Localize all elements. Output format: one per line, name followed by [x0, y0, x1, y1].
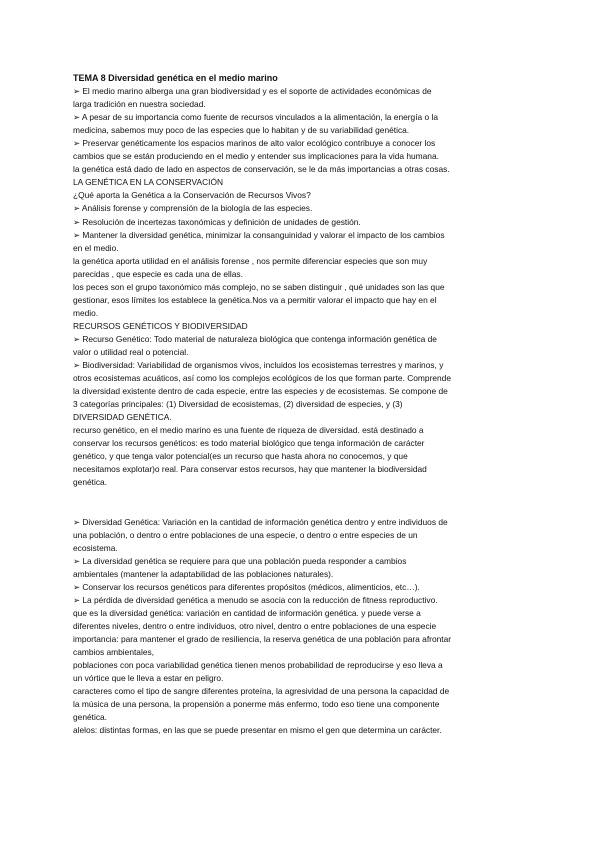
text-line: alelos: distintas formas, en las que se puede presentar en mismo el gen que determina un carácter.: [73, 725, 442, 736]
document-page: [73, 72, 521, 737]
text-line: ➢ Preservar genéticamente los espacios marinos de alto valor ecológico contribuye a conocer los: [73, 138, 436, 149]
text-line: ➢ Mantener la diversidad genética, minimizar la consanguinidad y valorar el impacto de los cambios: [73, 229, 445, 240]
text-line: ➢ Biodiversidad: Variabilidad de organismos vivos, incluidos los ecosistemas terrestres y marinos, y: [73, 360, 444, 371]
text-line: un vórtice que le lleva a estar en peligro.: [73, 673, 224, 684]
text-line: ➢ A pesar de su importancia como fuente de recursos vinculados a la alimentación, la energía o la: [73, 112, 439, 123]
text-block-1: [73, 85, 521, 489]
text-line: medicina, sabemos muy poco de las especies que lo habitan y de su variabilidad genética.: [73, 125, 410, 136]
text-line: genético, y que tenga valor potencial(es un recurso que hasta ahora no conocemos, y que: [73, 451, 408, 462]
text-line: larga tradición en nuestra sociedad.: [73, 99, 206, 110]
text-line: en el medio.: [73, 242, 119, 253]
text-line: los peces son el grupo taxonómico más complejo, no se saben distinguir , qué unidades son las que: [73, 281, 445, 292]
text-line: importancia: para mantener el grado de resiliencia, la reserva genética de una población para afrontar: [73, 633, 452, 644]
paragraph-gap: [73, 490, 521, 516]
text-line: ¿Qué aporta la Genética a la Conservación de Recursos Vivos?: [73, 190, 311, 201]
text-line: la música de una persona, la propensión a ponerme más enfermo, todo eso tiene una componente: [73, 699, 440, 710]
text-line: medio.: [73, 307, 99, 318]
text-line: ambientales (mantener la adaptabilidad de las poblaciones naturales).: [73, 568, 334, 579]
text-line: ➢ Recurso Genético: Todo material de naturaleza biológica que contenga información genética de: [73, 333, 437, 344]
text-line: LA GENÉTICA EN LA CONSERVACIÓN: [73, 177, 224, 188]
text-line: ➢ El medio marino alberga una gran biodiversidad y es el soporte de actividades económicas de: [73, 86, 432, 97]
text-line: la genética está dado de lado en aspectos de conservación, se le da más importancias a otras cosas.: [73, 164, 450, 175]
text-line: ➢ Resolución de incertezas taxonómicas y definición de unidades de gestión.: [73, 216, 361, 227]
text-line: necesitamos explotar)o real. Para conservar estos recursos, hay que mantener la biodiversidad: [73, 464, 427, 475]
text-line: una población, o dentro o entre poblaciones de una especie, o dentro o entre especies de un: [73, 529, 418, 540]
text-line: ➢ La pérdida de diversidad genética a menudo se asocia con la reducción de fitness reproductivo.: [73, 594, 438, 605]
text-line: RECURSOS GENÉTICOS Y BIODIVERSIDAD: [73, 320, 248, 331]
text-line: gestionar, esos límites los establece la genética.Nos va a permitir valorar el impacto que hay en el: [73, 294, 437, 305]
text-line: genética.: [73, 712, 107, 723]
text-line: cambios que se están produciendo en el medio y entender sus implicaciones para la vida humana.: [73, 151, 439, 162]
text-block-2: [73, 516, 521, 738]
text-line: 3 categorías principales: (1) Diversidad de ecosistemas, (2) diversidad de especies, y (3): [73, 399, 403, 410]
text-line: que es la diversidad genética: variación en cantidad de información genética. y puede verse a: [73, 607, 421, 618]
text-line: la genética aporta utilidad en el análisis forense , nos permite diferenciar especies que son muy: [73, 255, 428, 266]
text-line: caracteres como el tipo de sangre diferentes proteína, la agresividad de una persona la capacidad de: [73, 686, 450, 697]
text-line: la diversidad existente dentro de cada especie, entre las especies y de ecosistemas. Se compone de: [73, 386, 448, 397]
text-line: otros ecosistemas acuáticos, así como los complejos ecológicos de los que forman parte. Comprende: [73, 373, 451, 384]
text-line: ecosistema.: [73, 542, 118, 553]
text-line: diferentes niveles, dentro o entre individuos, otro nivel, dentro o entre poblaciones de una especie: [73, 620, 437, 631]
text-line: ➢ Diversidad Genética: Variación en la cantidad de información genética dentro y entre individuos de: [73, 516, 448, 527]
text-line: recurso genético, en el medio marino es una fuente de riqueza de diversidad. está destinado a: [73, 425, 424, 436]
text-line: poblaciones con poca variabilidad genética tienen menos probabilidad de reproducirse y eso lleva a: [73, 660, 443, 671]
text-line: genética.: [73, 477, 107, 488]
text-line: valor o utilidad real o potencial.: [73, 346, 189, 357]
text-line: parecidas , que especie es cada una de ellas.: [73, 268, 243, 279]
document-title: TEMA 8 Diversidad genética en el medio marino: [73, 73, 278, 83]
text-line: conservar los recursos genéticos: es todo material biológico que tenga información de carácter: [73, 438, 425, 449]
text-line: ➢ Conservar los recursos genéticos para diferentes propósitos (médicos, alimenticios, etc…).: [73, 581, 420, 592]
text-line: cambios ambientales,: [73, 646, 154, 657]
text-line: ➢ Análisis forense y comprensión de la biología de las especies.: [73, 203, 313, 214]
text-line: ➢ La diversidad genética se requiere para que una población pueda responder a cambios: [73, 555, 407, 566]
text-line: DIVERSIDAD GENÉTICA.: [73, 412, 172, 423]
